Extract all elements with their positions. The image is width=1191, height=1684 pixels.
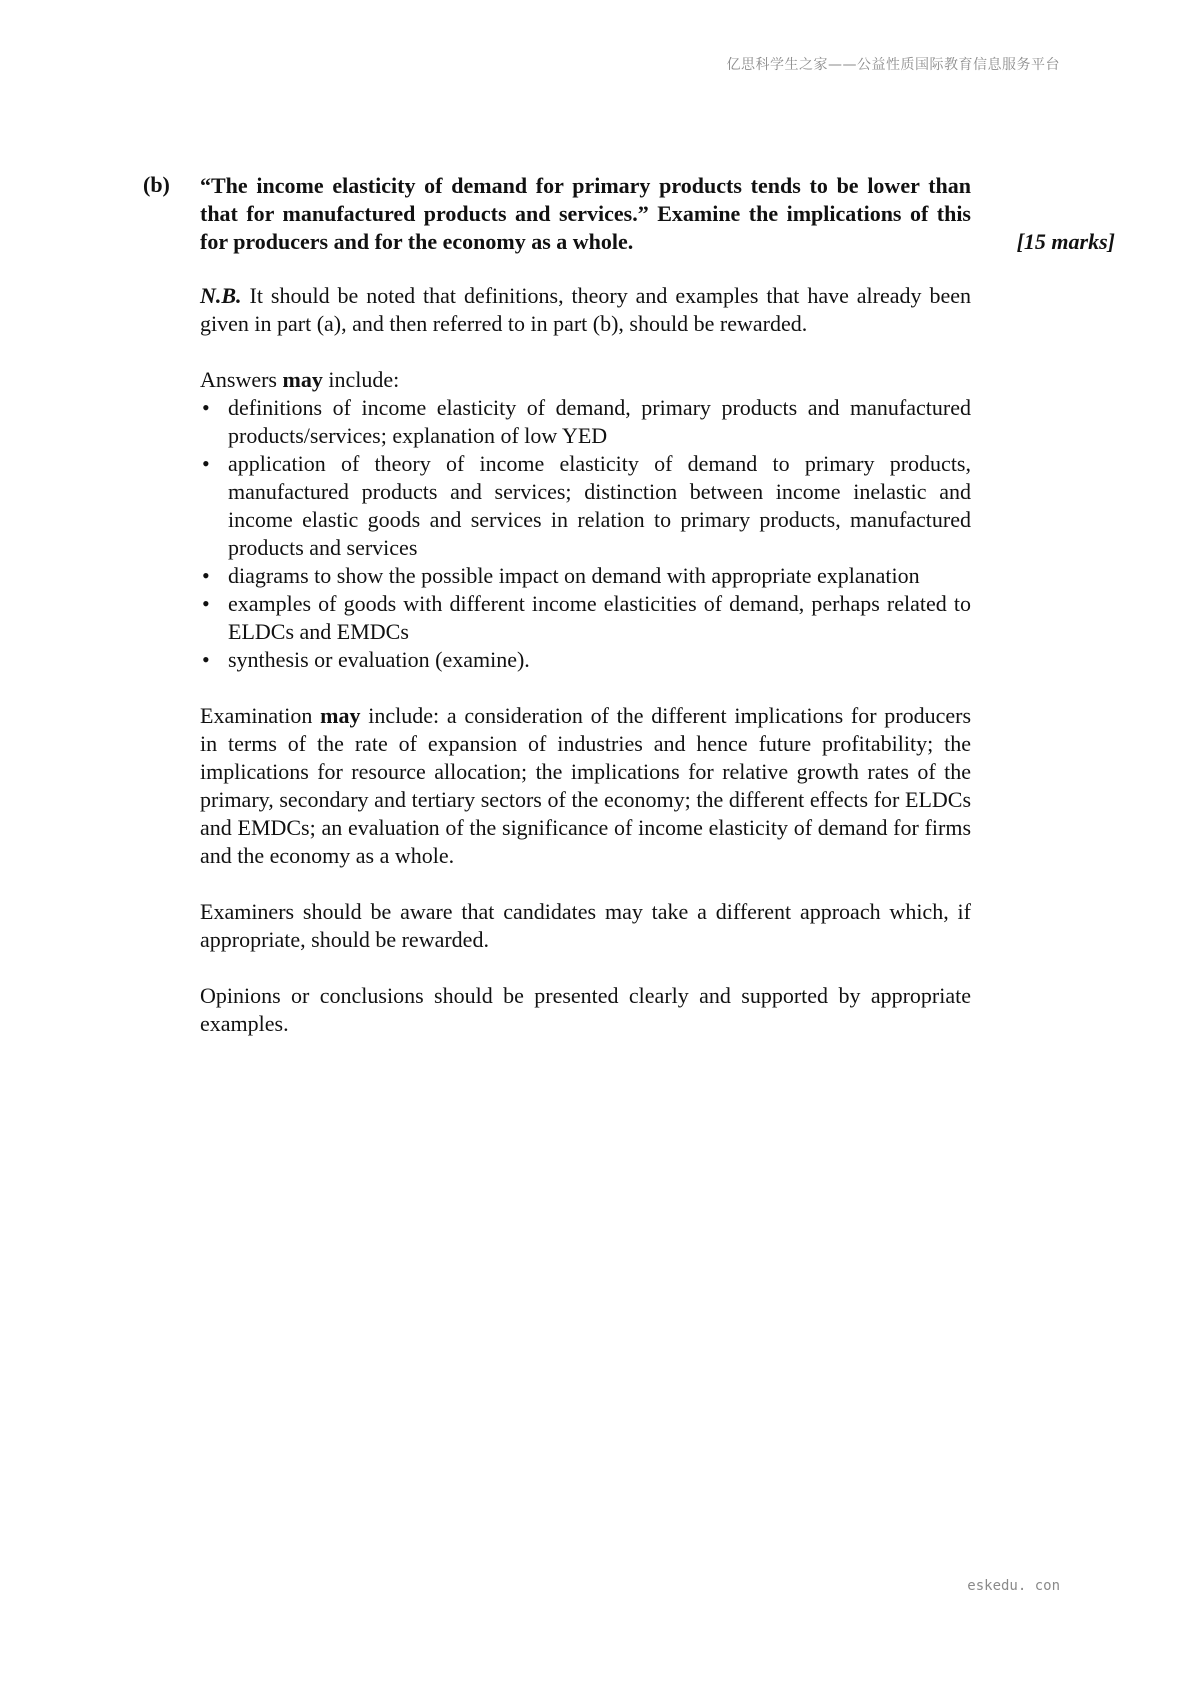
answers-list — [200, 394, 971, 674]
question-label: (b) — [143, 172, 170, 197]
answers-intro-before: Answers — [200, 367, 277, 392]
answers-intro-after: include: — [328, 367, 400, 392]
examiners-paragraph: Examiners should be aware that candidates may take a different approach which, if appropriate, should be rewarded. — [200, 899, 971, 952]
examination-before: Examination — [200, 703, 313, 728]
opinions-paragraph: Opinions or conclusions should be presented clearly and supported by appropriate examples. — [200, 983, 971, 1036]
list-item-text: synthesis or evaluation (examine). — [228, 647, 530, 672]
answers-intro — [200, 366, 971, 394]
list-item — [200, 562, 971, 590]
bullet-icon: • — [202, 451, 210, 476]
list-item — [200, 450, 971, 562]
list-item — [200, 394, 971, 450]
list-item-text: application of theory of income elasticity of demand to primary products, manufactured products and services; distinction between income inelastic and income elastic goods and services in relation to primary products, manufactured products and services — [228, 451, 971, 560]
examination-after: include: a consideration of the different implications for producers in terms of the rate of expansion of industries and hence future profitability; the implications for resource allocation; the implications for relative growth rates of the primary, secondary and tertiary sectors of the economy; the different effects for ELDCs and EMDCs; an evaluation of the significance of income elasticity of demand for firms and the economy as a whole. — [200, 703, 972, 868]
list-item-text: examples of goods with different income elasticities of demand, perhaps related to ELDCs and EMDCs — [228, 591, 971, 644]
bullet-icon: • — [202, 647, 210, 672]
page-footer-watermark: eskedu. con — [967, 1578, 1060, 1594]
bullet-icon: • — [202, 591, 210, 616]
list-item-text: diagrams to show the possible impact on demand with appropriate explanation — [228, 563, 920, 588]
bullet-icon: • — [202, 563, 210, 588]
nb-text: It should be noted that definitions, theory and examples that have already been given in part (a), and then referred to in part (b), should be rewarded. — [200, 283, 971, 336]
page-header-watermark: 亿思科学生之家——公益性质国际教育信息服务平台 — [726, 57, 1060, 73]
question-text: “The income elasticity of demand for primary products tends to be lower than that for manufactured products and services.” Examine the implications of this for producers and for the economy as a whole. — [200, 173, 971, 254]
bullet-icon: • — [202, 395, 210, 420]
nb-paragraph — [200, 282, 971, 338]
answers-intro-bold: may — [282, 367, 323, 392]
markscheme-body — [200, 282, 971, 1066]
nb-label: N.B. — [200, 283, 242, 308]
list-item — [200, 590, 971, 646]
examination-paragraph — [200, 702, 971, 870]
list-item — [200, 646, 971, 674]
examination-bold: may — [320, 703, 361, 728]
list-item-text: definitions of income elasticity of demand, primary products and manufactured products/services; explanation of low YED — [228, 395, 971, 448]
marks-allocation: [15 marks] — [1016, 229, 1115, 254]
